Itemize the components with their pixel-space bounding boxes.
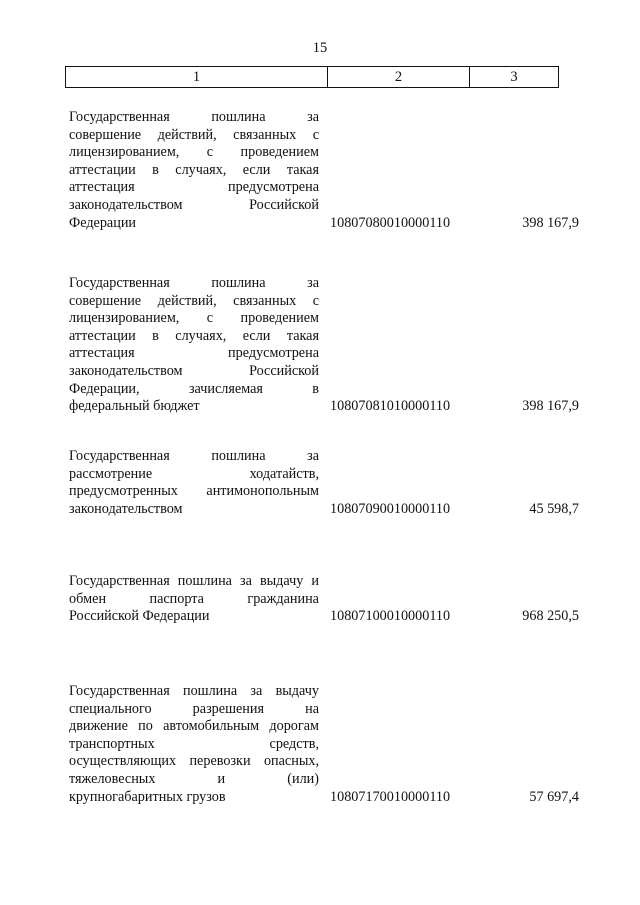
row-amount: 398 167,9 xyxy=(522,214,579,231)
row-code: 10807090010000110 xyxy=(330,500,451,517)
row-code: 10807100010000110 xyxy=(330,608,451,625)
row-description xyxy=(69,275,319,416)
row-amount: 968 250,5 xyxy=(522,608,579,625)
row-code: 10807080010000110 xyxy=(330,214,451,231)
row-description xyxy=(69,573,319,626)
description-line: аттестация предусмотрена xyxy=(69,345,319,362)
description-line: лицензированием, с проведением xyxy=(69,144,319,161)
row-description xyxy=(69,683,319,806)
row-code: 10807170010000110 xyxy=(330,788,451,805)
description-line: Государственная пошлина за xyxy=(69,275,319,291)
row-amount: 398 167,9 xyxy=(522,398,579,415)
description-line: транспортных средств, xyxy=(69,735,319,752)
row-code: 10807081010000110 xyxy=(330,398,451,415)
description-line: совершение действий, связанных с xyxy=(69,126,319,143)
description-line: тяжеловесных и (или) xyxy=(69,770,319,787)
description-line: федеральный бюджет xyxy=(69,398,200,415)
column-header-3: 3 xyxy=(510,69,518,85)
description-line: Федерации, зачисляемая в xyxy=(69,380,319,397)
description-line: Государственная пошлина за xyxy=(69,448,319,464)
description-line: лицензированием, с проведением xyxy=(69,310,319,327)
row-amount: 57 697,4 xyxy=(529,788,579,805)
description-line: Государственная пошлина за выдачу и xyxy=(69,573,319,589)
table-header xyxy=(65,66,559,88)
description-line: аттестации в случаях, если такая xyxy=(69,161,319,178)
description-line: обмен паспорта гражданина xyxy=(69,590,319,607)
description-line: специального разрешения на xyxy=(69,700,319,717)
column-header-1: 1 xyxy=(66,67,328,87)
description-line: осуществляющих перевозки опасных, xyxy=(69,753,319,770)
description-line: законодательством xyxy=(69,500,183,517)
description-line: законодательством Российской xyxy=(69,196,319,213)
description-line: Государственная пошлина за выдачу xyxy=(69,683,319,699)
description-line: аттестации в случаях, если такая xyxy=(69,327,319,344)
description-line: Государственная пошлина за xyxy=(69,109,319,125)
row-description xyxy=(69,448,319,518)
description-line: движение по автомобильным дорогам xyxy=(69,718,319,735)
description-line: законодательством Российской xyxy=(69,362,319,379)
table-row xyxy=(69,683,579,808)
description-line: Российской Федерации xyxy=(69,608,210,625)
page-number: 15 xyxy=(312,40,328,56)
row-amount: 45 598,7 xyxy=(529,500,579,517)
row-description xyxy=(69,109,319,232)
description-line: совершение действий, связанных с xyxy=(69,292,319,309)
description-line: Федерации xyxy=(69,214,137,231)
table-row xyxy=(69,573,579,627)
description-line: предусмотренных антимонопольным xyxy=(69,483,319,500)
table-row xyxy=(69,448,579,520)
description-line: рассмотрение ходатайств, xyxy=(69,465,319,482)
table-row xyxy=(69,109,579,234)
description-line: аттестация предусмотрена xyxy=(69,179,319,196)
table-row xyxy=(69,275,579,417)
column-header-2: 2 xyxy=(328,67,470,87)
description-line: крупногабаритных грузов xyxy=(69,788,226,805)
